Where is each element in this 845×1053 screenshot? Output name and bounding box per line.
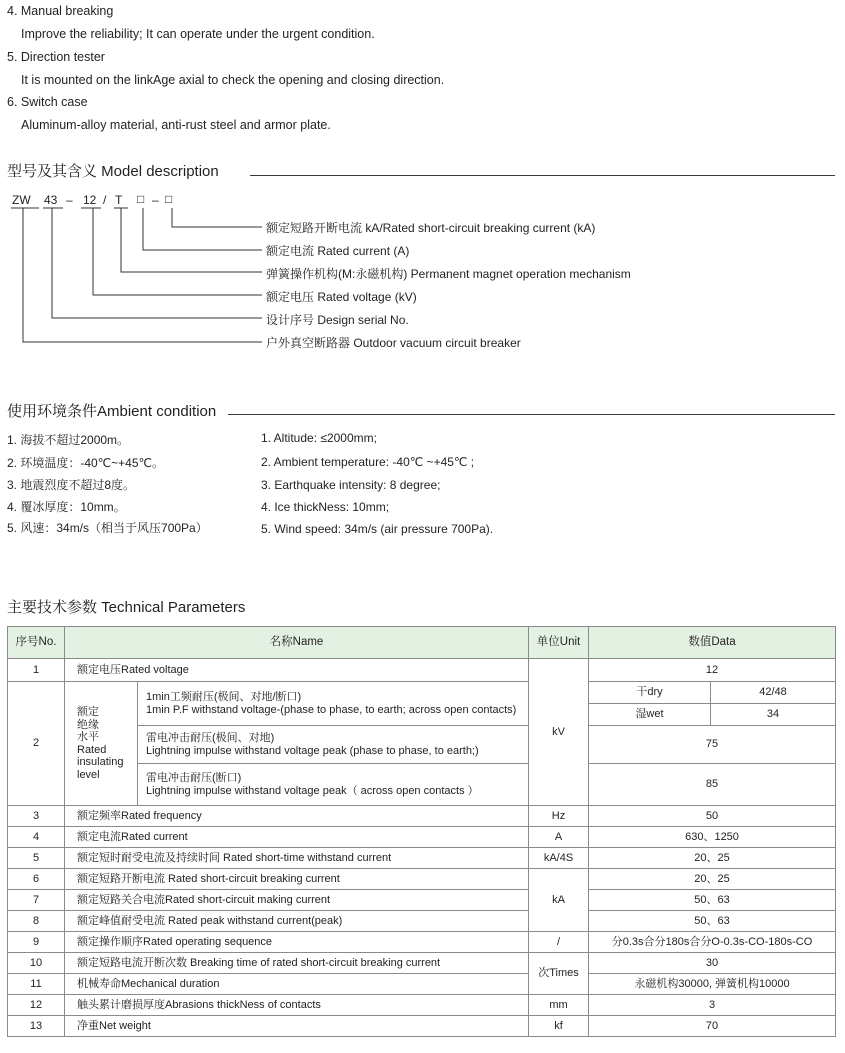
row-name: 额定短路电流开断次数 Breaking time of rated short-circuit breaking current [65,953,529,974]
row-value: 50 [589,806,836,827]
row-name: 额定短时耐受电流及持续时间 Rated short-time withstand current [65,848,529,869]
model-code-box: □ [165,192,173,206]
row-unit: / [529,932,589,953]
row-name: 额定短路开断电流 Rated short-circuit breaking current [65,869,529,890]
model-heading: 型号及其含义 Model description [7,163,219,180]
feature-title: 5. Direction tester [7,50,105,64]
model-label: 户外真空断路器 Outdoor vacuum circuit breaker [266,336,521,350]
lightning-phase-name: 雷电冲击耐压(极间、对地) Lightning impulse withstand voltage peak (phase to phase, to earth;) [138,726,529,764]
row-no: 4 [8,827,65,848]
model-code-zw: ZW [12,193,31,207]
ambient-en-item: 1. Altitude: ≤2000mm; [261,431,377,445]
row-name: 额定电流Rated current [65,827,529,848]
model-code-dash: – [152,193,159,207]
dry-label: 干dry [589,682,711,704]
insulation-group-label: 额定 绝缘 水平 Rated insulating level [65,682,138,806]
row-value: 630、1250 [589,827,836,848]
table-row [8,806,836,827]
row-unit: kA/4S [529,848,589,869]
table-row [8,827,836,848]
ambient-cn-item: 1. 海拔不超过2000m。 [7,433,130,447]
row-value: 分0.3s合分180s合分O-0.3s-CO-180s-CO [589,932,836,953]
model-label: 额定短路开断电流 kA/Rated short-circuit breaking current (kA) [266,221,596,235]
ambient-en-item: 5. Wind speed: 34m/s (air pressure 700Pa). [261,522,494,536]
row-value: 70 [589,1016,836,1037]
ambient-en-item: 4. Ice thickNess: 10mm; [261,500,390,514]
header-name: 名称Name [65,627,529,659]
table-row [8,932,836,953]
model-connector-lines [0,0,845,360]
model-label: 弹簧操作机构(M:永磁机构) Permanent magnet operation mechanism [266,267,631,281]
row-no: 3 [8,806,65,827]
row-name: 额定频率Rated frequency [65,806,529,827]
table-row [8,995,836,1016]
feature-desc: It is mounted on the linkAge axial to check the opening and closing direction. [21,73,445,87]
row-no: 1 [8,659,65,682]
row-value: 50、63 [589,911,836,932]
table-header-row [8,627,836,659]
row-value: 3 [589,995,836,1016]
row-unit: A [529,827,589,848]
row-name: 额定峰值耐受电流 Rated peak withstand current(peak) [65,911,529,932]
table-row [8,659,836,682]
table-row [8,869,836,890]
row-name: 机械寿命Mechanical duration [65,974,529,995]
row-no: 2 [8,682,65,806]
feature-title: 4. Manual breaking [7,4,114,18]
row-unit: kf [529,1016,589,1037]
row-no: 13 [8,1016,65,1037]
ambient-heading: 使用环境条件Ambient condition [7,403,217,420]
ambient-en-item: 2. Ambient temperature: -40℃ ~+45℃ ; [261,455,475,469]
lightning-open-name: 雷电冲击耐压(断口) Lightning impulse withstand voltage peak（ across open contacts ） [138,764,529,806]
row-unit: kA [529,869,589,932]
dry-value: 42/48 [711,682,836,704]
row-unit: Hz [529,806,589,827]
row-no: 11 [8,974,65,995]
model-code-t: T [115,193,123,207]
row-no: 6 [8,869,65,890]
table-row [8,682,836,704]
heading-rule [228,414,835,415]
table-row [8,911,836,932]
ambient-cn-item: 4. 覆冰厚度：10mm。 [7,500,126,514]
ambient-en-item: 3. Earthquake intensity: 8 degree; [261,478,441,492]
row-name: 额定短路关合电流Rated short-circuit making current [65,890,529,911]
row-no: 10 [8,953,65,974]
model-code-12: 12 [83,193,97,207]
wet-value: 34 [711,704,836,726]
ambient-cn-item: 3. 地震烈度不超过8度。 [7,478,136,492]
header-no: 序号No. [8,627,65,659]
model-code-43: 43 [44,193,58,207]
header-unit: 单位Unit [529,627,589,659]
row-unit: mm [529,995,589,1016]
table-row [8,848,836,869]
row-value: 12 [589,659,836,682]
row-value: 75 [589,726,836,764]
model-code-dash: – [66,193,73,207]
pf-withstand-name: 1min工频耐压(极间、对地/断口) 1min P.F withstand voltage-(phase to phase, to earth; across open contacts) [138,682,529,726]
row-no: 9 [8,932,65,953]
row-no: 7 [8,890,65,911]
table-row [8,1016,836,1037]
model-label: 设计序号 Design serial No. [266,313,409,327]
feature-desc: Aluminum-alloy material, anti-rust steel and armor plate. [21,118,331,132]
row-unit: 次Times [529,953,589,995]
tech-heading: 主要技术参数 Technical Parameters [7,599,246,616]
row-unit: kV [529,659,589,806]
row-name: 额定操作顺序Rated operating sequence [65,932,529,953]
row-no: 8 [8,911,65,932]
row-value: 85 [589,764,836,806]
model-code-box: □ [137,192,145,206]
row-value: 20、25 [589,869,836,890]
row-name: 触头累计磨损厚度Abrasions thickNess of contacts [65,995,529,1016]
header-data: 数值Data [589,627,836,659]
wet-label: 湿wet [589,704,711,726]
model-label: 额定电压 Rated voltage (kV) [266,290,417,304]
row-value: 永磁机构30000, 弹簧机构10000 [589,974,836,995]
row-value: 30 [589,953,836,974]
feature-title: 6. Switch case [7,95,88,109]
model-code-slash: / [103,193,107,207]
table-row [8,974,836,995]
row-name: 额定电压Rated voltage [65,659,529,682]
model-label: 额定电流 Rated current (A) [266,244,410,258]
row-no: 12 [8,995,65,1016]
ambient-cn-item: 2. 环境温度：-40℃~+45℃。 [7,456,165,470]
ambient-cn-item: 5. 风速：34m/s（相当于风压700Pa） [7,521,208,535]
row-no: 5 [8,848,65,869]
feature-desc: Improve the reliability; It can operate under the urgent condition. [21,27,375,41]
row-value: 50、63 [589,890,836,911]
row-value: 20、25 [589,848,836,869]
table-row [8,890,836,911]
row-name: 净重Net weight [65,1016,529,1037]
table-row [8,953,836,974]
tech-params-table [7,626,836,1037]
